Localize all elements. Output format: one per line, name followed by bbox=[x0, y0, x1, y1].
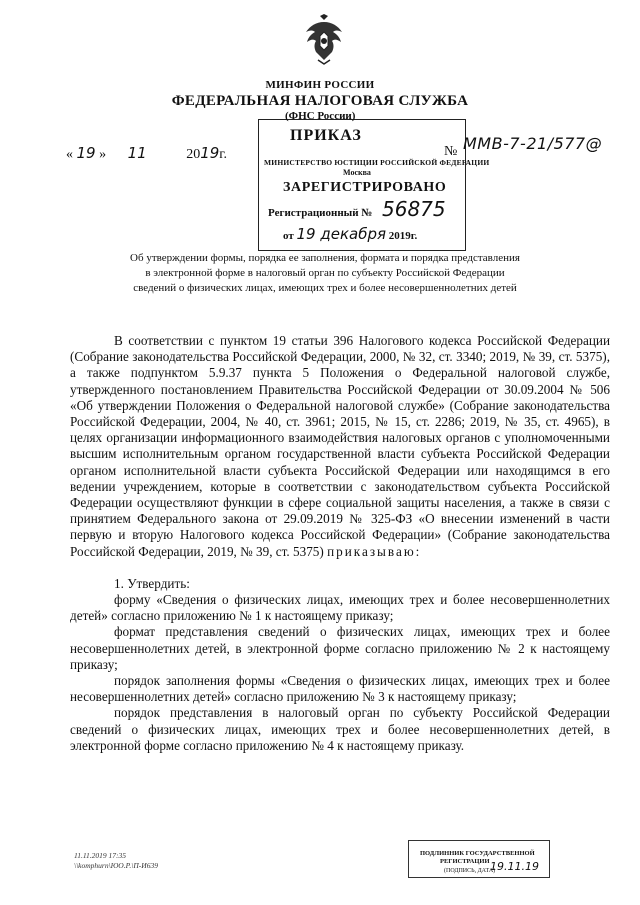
order-word: приказываю: bbox=[327, 543, 422, 559]
date-day: 19 bbox=[76, 144, 96, 162]
bottom-stamp-date: 19.11.19 bbox=[490, 860, 539, 873]
service-short-name: (ФНС России) bbox=[285, 110, 356, 122]
document-type: ПРИКАЗ bbox=[290, 127, 362, 144]
stamp-reg-label: Регистрационный № bbox=[268, 207, 373, 219]
item-1a: форму «Сведения о физических лицах, имеющих трех и более несовершеннолетних детей» согласно приложению № 1 к настоящему приказу; bbox=[70, 592, 610, 624]
footer-timestamp: 11.11.2019 17:35 bbox=[74, 851, 127, 860]
preamble-paragraph: В соответствии с пунктом 19 статьи 396 Налогового кодекса Российской Федерации (Собрание законодательства Российской Федерации, 2000, № 32, ст. 3340; 2019, № 39, ст. 5375), а также подпунктом 5.9.37 пункта 5 Положения о Федеральной налоговой службе, утвержденного постановлением Правительства Российской Федерации от 30.09.2004 № 506 «Об утверждении Положения о Федеральной налоговой службе» (Собрание законодательства Российской Федерации, 2004, № 40, ст. 3961; 2015, № 15, ст. 2286; 2019, № 35, ст. 4965), в целях организации информационного взаимодействия налоговых органов с уполномоченными высшим исполнительным органом государственной власти субъекта Российской Федерации органом исполнительной власти субъекта Российской Федерации или находящимся в его ведении учреждением, которые в соответствии с законодательством субъекта Российской Федерации осуществляют функции в сфере социальной защиты населения, а также в связи с принятием Федерального закона от 29.09.2019 № 325-ФЗ «О внесении изменений в части первую и вторую Налогового кодекса Российской Федерации» (Собрание законодательства Российской Федерации, 2019, № 39, ст. 5375) приказываю: bbox=[70, 333, 610, 559]
order-number: ММВ-7-21/577@ bbox=[463, 134, 603, 153]
item-1d: порядок представления в налоговый орган по субъекту Российской Федерации сведений о физических лицах, имеющих трех и более несовершеннолетних детей, в электронной форме согласно приложению № 4 к настоящему приказу. bbox=[70, 705, 610, 753]
bottom-stamp-line1: ПОДЛИННИК ГОСУДАРСТВЕННОЙ bbox=[420, 850, 535, 857]
date-year: 19 bbox=[200, 144, 220, 162]
stamp-date: от 19 декабря 2019г. bbox=[283, 225, 418, 243]
document-subject: Об утверждении формы, порядка ее заполнения, формата и порядка представления в электронной форме в налоговый орган по субъекту Российской Федерации сведений о физических лицах, имеющих трех и более несовершеннолетних детей bbox=[130, 252, 520, 294]
service-name: ФЕДЕРАЛЬНАЯ НАЛОГОВАЯ СЛУЖБА bbox=[171, 93, 469, 109]
bottom-stamp-line3: (ПОДПИСЬ, ДАТА) bbox=[444, 868, 496, 874]
stamp-title: ЗАРЕГИСТРИРОВАНО bbox=[283, 180, 447, 195]
item-1b: формат представления сведений о физических лицах, имеющих трех и более несовершеннолетних детей, в электронной форме согласно приложению № 2 к настоящему приказу; bbox=[70, 624, 610, 672]
stamp-city: Москва bbox=[343, 168, 371, 177]
footer-meta bbox=[74, 851, 158, 871]
order-date: « 19 » 11 2019г. bbox=[66, 144, 227, 162]
document-body bbox=[70, 333, 610, 754]
order-number-label: № bbox=[444, 144, 458, 159]
item-1c: порядок заполнения формы «Сведения о физических лицах, имеющих трех и более несовершеннолетних детей» согласно приложению № 3 к настоящему приказу; bbox=[70, 673, 610, 705]
bottom-stamp-line2: РЕГИСТРАЦИИ bbox=[440, 858, 490, 865]
date-month: 11 bbox=[127, 144, 147, 162]
stamp-org: МИНИСТЕРСТВО ЮСТИЦИИ РОССИЙСКОЙ ФЕДЕРАЦИИ bbox=[264, 158, 490, 167]
ministry-name: МИНФИН РОССИИ bbox=[265, 79, 375, 91]
footer-path: \\komphurn\ЮО.Р.\П-И639 bbox=[74, 861, 158, 870]
stamp-date-value: 19 декабря bbox=[296, 225, 387, 243]
item-1: 1. Утвердить: bbox=[114, 575, 190, 591]
stamp-reg-number: 56875 bbox=[382, 197, 446, 221]
coat-of-arms-icon bbox=[302, 14, 346, 66]
